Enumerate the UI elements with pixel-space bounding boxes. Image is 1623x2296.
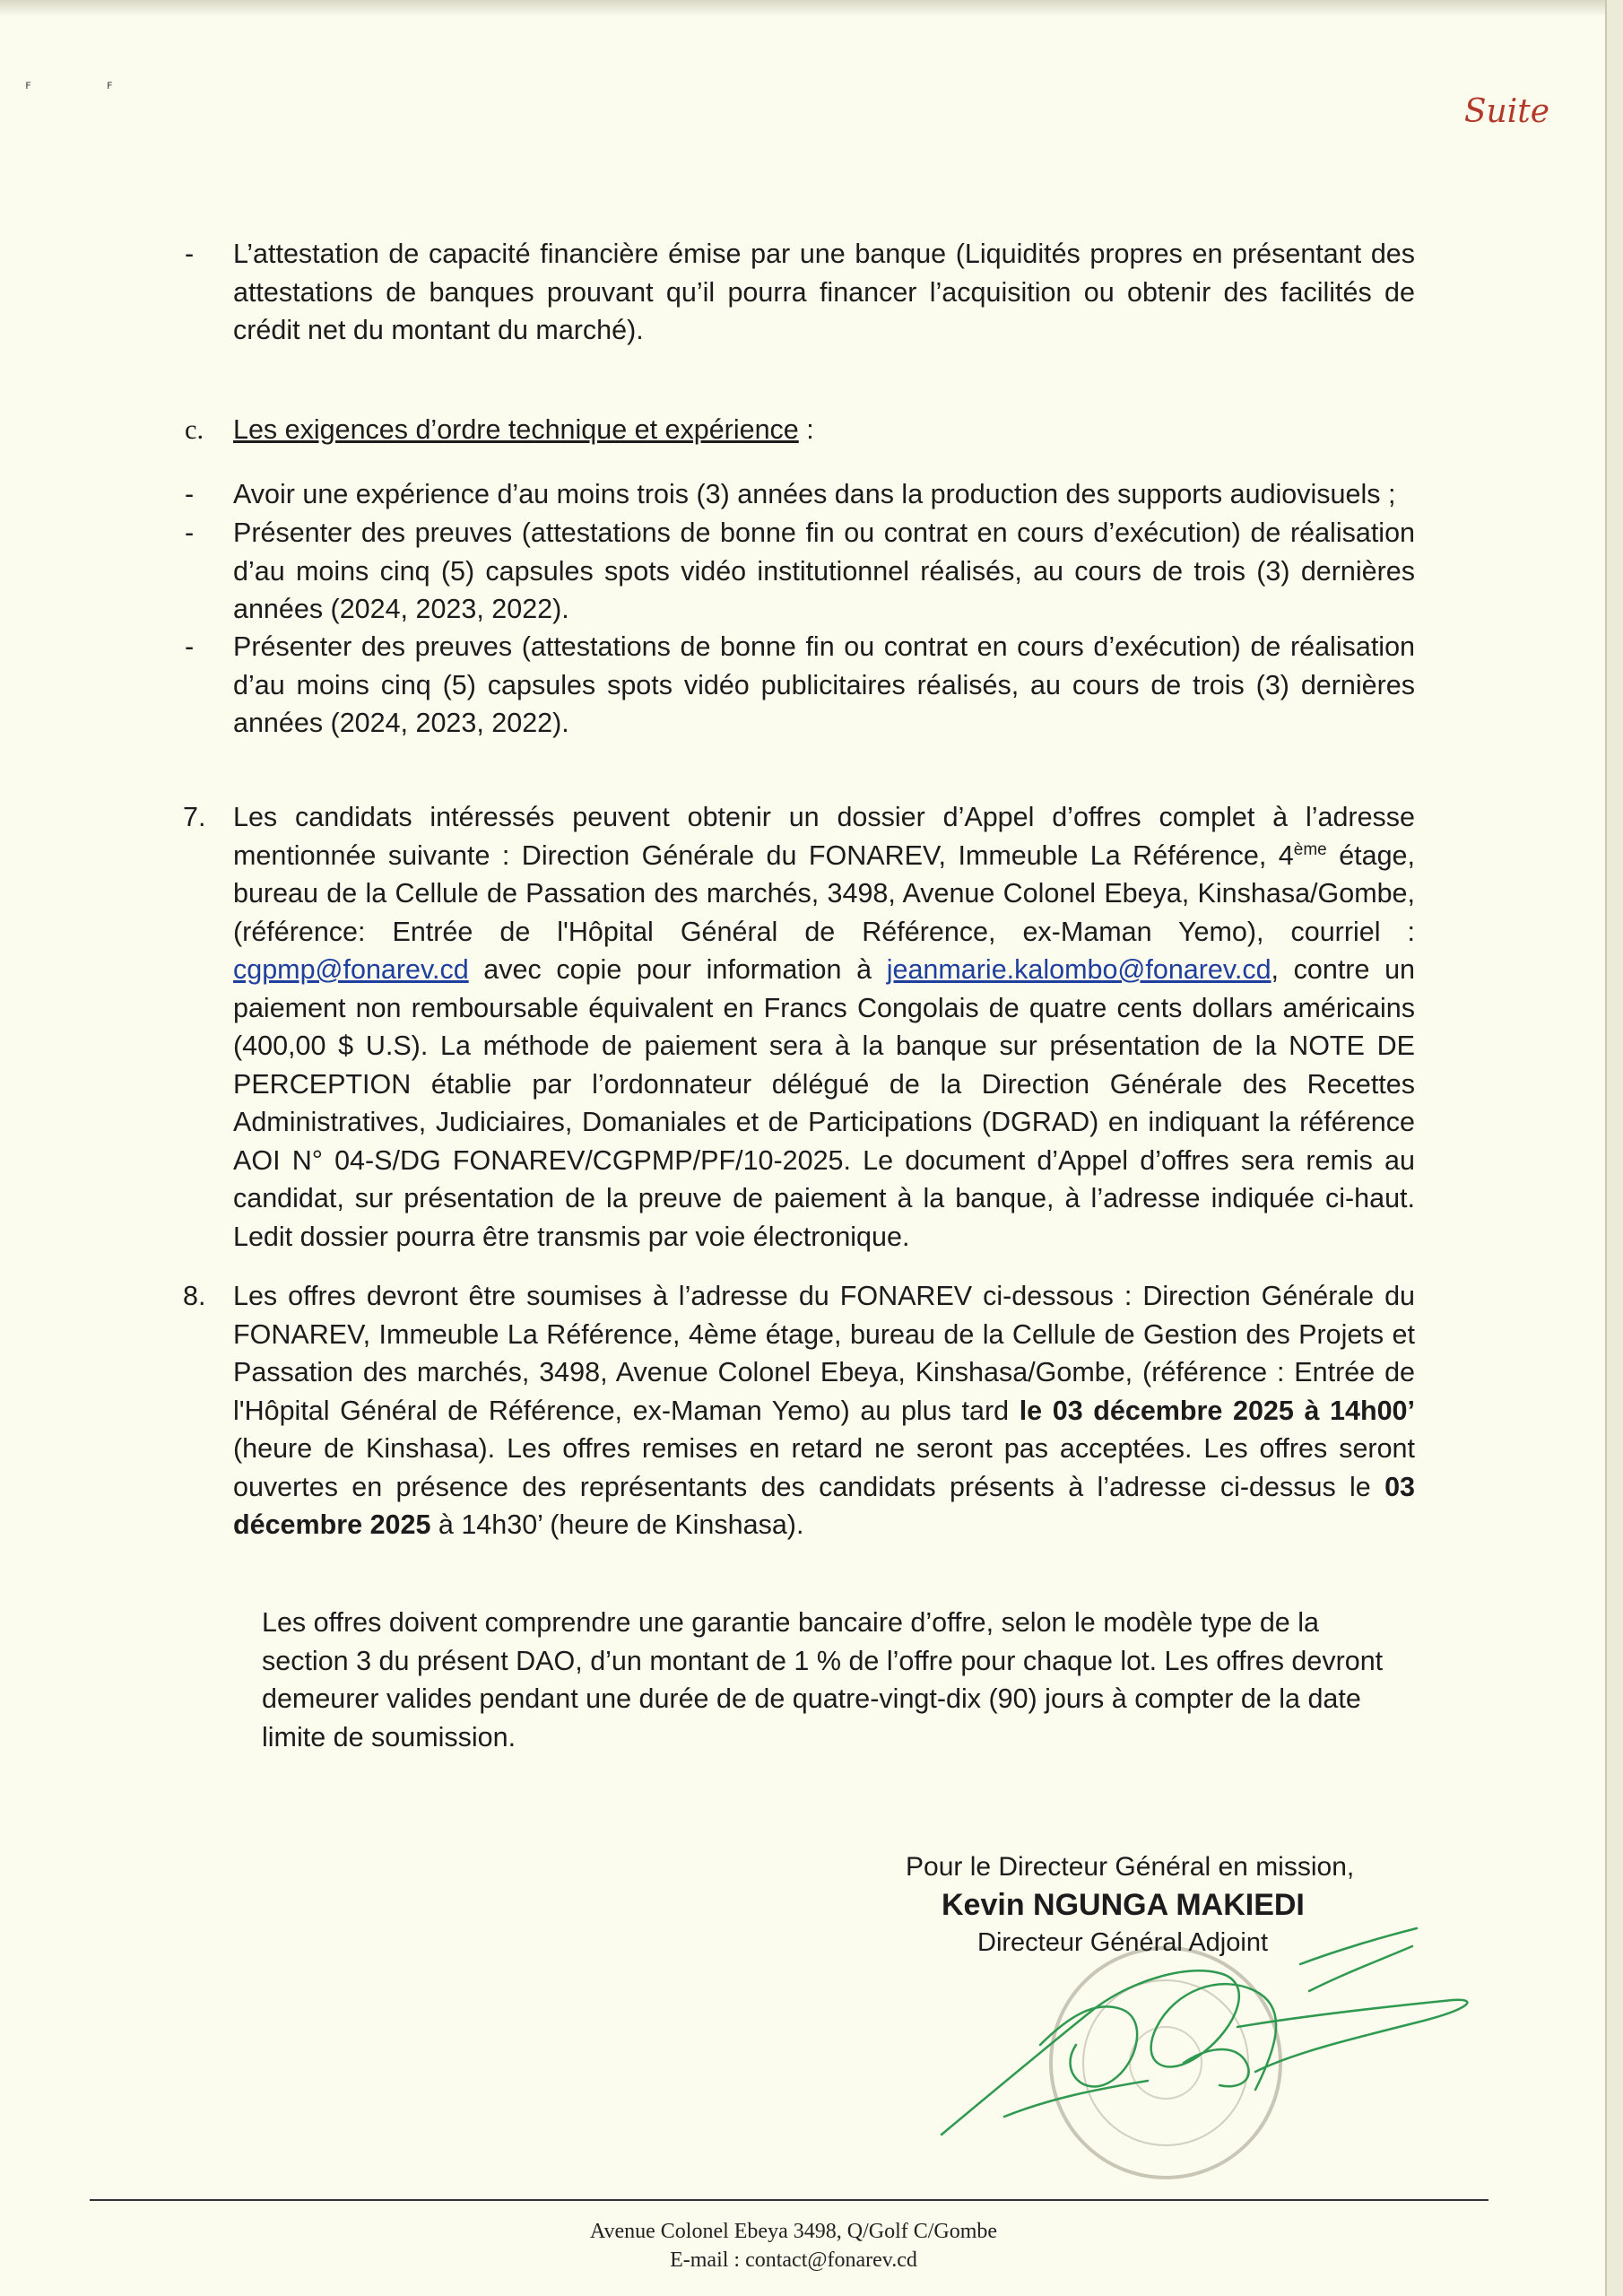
signatory-role: Directeur Général Adjoint <box>977 1928 1268 1957</box>
footer-email: E-mail : contact@fonarev.cd <box>670 2248 917 2272</box>
section-letter: c. <box>185 414 204 445</box>
bullet-marker: - <box>185 479 195 509</box>
deadline-date: le 03 décembre 2025 à 14h00’ <box>1019 1395 1415 1426</box>
item-8-text: (heure de Kinshasa). Les offres remises en retard ne seront pas acceptées. Les offres seront ouvertes en présence des représentants des candidats présents à l’adresse ci-dessus le <box>233 1433 1415 1502</box>
item-8-text: Les offres devront être soumises à l’adresse du FONAREV ci-dessous : Direction Générale du FONAREV, Immeuble La Référence, 4ème étage, bureau de la Cellule de Gestion des Projets et Passation des marchés, 3498, Avenue Colonel Ebeya, Kinshasa/Gombe, (référence : Entrée de l'Hôpital Général de Référence, ex-Maman Yemo) au plus tard <box>233 1281 1415 1426</box>
item-7-paragraph <box>183 798 1415 1256</box>
signatory-name: Kevin NGUNGA MAKIEDI <box>942 1888 1305 1922</box>
scan-top-edge <box>0 0 1607 16</box>
scan-marks: ꜰ ꜰ <box>25 77 149 91</box>
email-link-kalombo[interactable]: jeanmarie.kalombo@fonarev.cd <box>886 954 1271 985</box>
technical-requirement-item <box>185 475 1415 514</box>
financial-capacity-text: L’attestation de capacité financière émise par une banque (Liquidités propres en présentant des attestations de banques prouvant qu’il pourra financer l’acquisition ou obtenir des facilités de crédit net du montant du marché). <box>233 239 1415 345</box>
superscript: ème <box>1293 839 1327 859</box>
scan-right-edge <box>1605 0 1623 2296</box>
technical-requirement-item <box>185 628 1415 743</box>
footer-divider <box>90 2199 1488 2201</box>
item-7-text: , contre un paiement non remboursable équivalent en Francs Congolais de quatre cents dollars américains (400,00 $ U.S). La méthode de paiement sera à la banque sur présentation de la NOTE DE PERCEPTION établie par l’ordonnateur délégué de la Direction Générale des Recettes Administratives, Judiciaires, Domaniales et de Participations (DGRAD) en indiquant la référence AOI N° 04-S/DG FONAREV/CGPMP/PF/10-2025. Le document d’Appel d’offres sera remis au candidat, sur présentation de la preuve de paiement à la banque, à l’adresse indiquée ci-haut. Ledit dossier pourra être transmis par voie électronique. <box>233 954 1415 1252</box>
financial-capacity-item <box>185 235 1415 350</box>
item-7-text: Les candidats intéressés peuvent obtenir un dossier d’Appel d’offres complet à l’adresse mentionnée suivante : Direction Générale du FONAREV, Immeuble La Référence, 4 <box>233 802 1415 871</box>
item-7-text: étage, bureau de la Cellule de Passation des marchés, 3498, Avenue Colonel Ebeya, Kinshasa/Gombe, (référence: Entrée de l'Hôpital Général de Référence, ex-Maman Yemo), courriel : <box>233 839 1415 947</box>
footer <box>0 2217 1587 2274</box>
bullet-marker: - <box>185 239 195 269</box>
item-8-paragraph <box>183 1277 1415 1544</box>
opening-date: 03 décembre 2025 <box>233 1471 1415 1540</box>
email-link-cgpmp[interactable]: cgpmp@fonarev.cd <box>233 954 469 985</box>
section-c-heading: Les exigences d’ordre technique et expérience <box>233 414 799 445</box>
technical-requirement-text: Présenter des preuves (attestations de bonne fin ou contrat en cours d’exécution) de réalisation d’au moins cinq (5) capsules spots vidéo institutionnel réalisés, au cours de trois (3) dernières années (2024, 2023, 2022). <box>233 517 1415 624</box>
bullet-marker: - <box>185 631 195 662</box>
item-number: 7. <box>183 802 206 832</box>
footer-address: Avenue Colonel Ebeya 3498, Q/Golf C/Gombe <box>589 2220 998 2243</box>
bullet-marker: - <box>185 517 195 548</box>
signatory-intro: Pour le Directeur Général en mission, <box>906 1852 1355 1882</box>
item-8-text: à 14h30’ (heure de Kinshasa). <box>430 1509 804 1540</box>
guarantee-paragraph <box>262 1604 1399 1756</box>
suite-label: Suite <box>1463 93 1549 130</box>
handwritten-signature <box>915 1910 1488 2179</box>
section-c-heading-suffix: : <box>798 414 814 445</box>
technical-requirement-text: Présenter des preuves (attestations de bonne fin ou contrat en cours d’exécution) de réalisation d’au moins cinq (5) capsules spots vidéo publicitaires réalisés, au cours de trois (3) dernières années (2024, 2023, 2022). <box>233 631 1415 738</box>
item-number: 8. <box>183 1281 206 1311</box>
technical-requirement-item <box>185 514 1415 629</box>
guarantee-text: Les offres doivent comprendre une garantie bancaire d’offre, selon le modèle type de la section 3 du présent DAO, d’un montant de 1 % de l’offre pour chaque lot. Les offres devront demeurer valides pendant une durée de de quatre-vingt-dix (90) jours à compter de la date limite de soumission. <box>262 1607 1384 1752</box>
section-c-heading-row <box>185 411 1415 449</box>
technical-requirement-text: Avoir une expérience d’au moins trois (3) années dans la production des supports audiovisuels ; <box>233 479 1396 509</box>
item-7-text: avec copie pour information à <box>468 954 887 985</box>
